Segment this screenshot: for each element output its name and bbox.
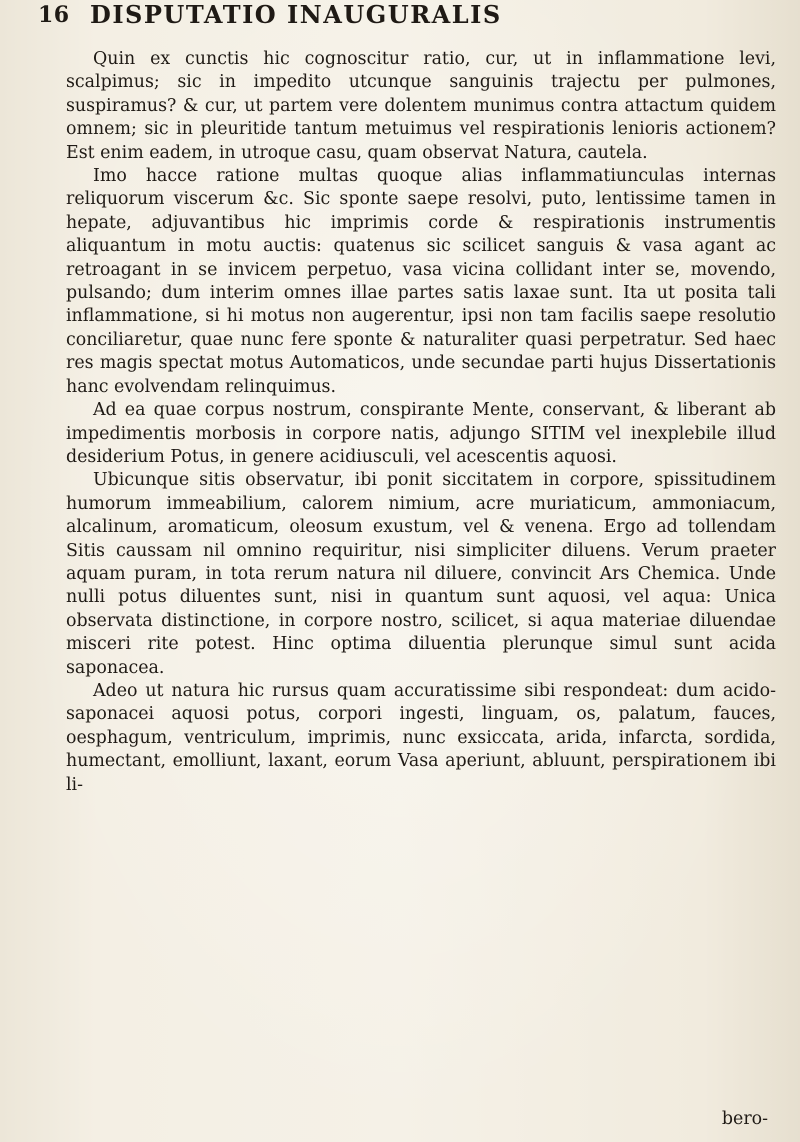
running-head: DISPUTATIO INAUGURALIS (90, 0, 502, 29)
paragraph-potus: Adeo ut natura hic rursus quam accuratissime sibi respondeat: dum acido-saponacei aquosi potus, corpori ingesti, linguam, os, palatum, fauces, oesphagum, ventriculum, imprimis, nunc exsiccata, arida, infarcta, sordida, humectant, emolliunt, laxant, eorum Vasa aperiunt, abluunt, perspirationem ibi li- (66, 680, 776, 795)
page-number: 16 (38, 2, 70, 28)
paragraph-siccitas: Ubicunque sitis observatur, ibi ponit siccitatem in corpore, spissitudinem humorum immeabilium, calorem nimium, acre muriaticum, ammoniacum, alcalinum, aromaticum, oleosum exustum, vel & venena. Ergo ad tollendam Sitis caussam nil omnino requiritur, nisi simpliciter diluens. Verum praeter aquam puram, in tota rerum natura nil diluere, convincit Ars Chemica. Unde nulli potus diluentes sunt, nisi in quantum sunt aquosi, vel aqua: Unica observata distinctione, in corpore nostro, scilicet, si aqua materiae diluendae misceri rite potest. Hinc optima diluentia plerunque simul sunt acida saponacea. (66, 470, 776, 678)
body-text (66, 48, 776, 797)
catch-word: bero- (721, 1109, 768, 1129)
paragraph-resolution: Imo hacce ratione multas quoque alias inflammatiunculas internas reliquorum viscerum &c. Sic sponte saepe resolvi, puto, lentissime tamen in hepate, adjuvantibus hic imprimis corde & respirationis instrumentis aliquantum in motu auctis: quatenus sic scilicet sanguis & vasa agant ac retroagant in se invicem perpetuo, vasa vicina collidant inter se, movendo, pulsando; dum interim omnes illae partes satis laxae sunt. Ita ut posita tali inflammatione, si hi motus non augerentur, ipsi non tam facilis saepe resolutio conciliaretur, quae nunc fere sponte & naturaliter quasi perpetratur. Sed haec res magis spectat motus Automaticos, unde secundae parti hujus Dissertationis hanc evolvendam relinquimus. (66, 166, 776, 397)
paragraph-inflammation: Quin ex cunctis hic cognoscitur ratio, cur, ut in inflammatione levi, scalpimus; sic in impedito utcunque sanguinis trajectu per pulmones, suspiramus? & cur, ut partem vere dolentem munimus contra attactum quidem omnem; sic in pleuritide tantum metuimus vel respirationis lenioris actionem? Est enim eadem, in utroque casu, quam observat Natura, cautela. (66, 49, 776, 163)
paragraph-sitis: Ad ea quae corpus nostrum, conspirante Mente, conservant, & liberant ab impedimentis morbosis in corpore natis, adjungo SITIM vel inexplebile illud desiderium Potus, in genere acidiusculi, vel acescentis aquosi. (66, 400, 776, 467)
